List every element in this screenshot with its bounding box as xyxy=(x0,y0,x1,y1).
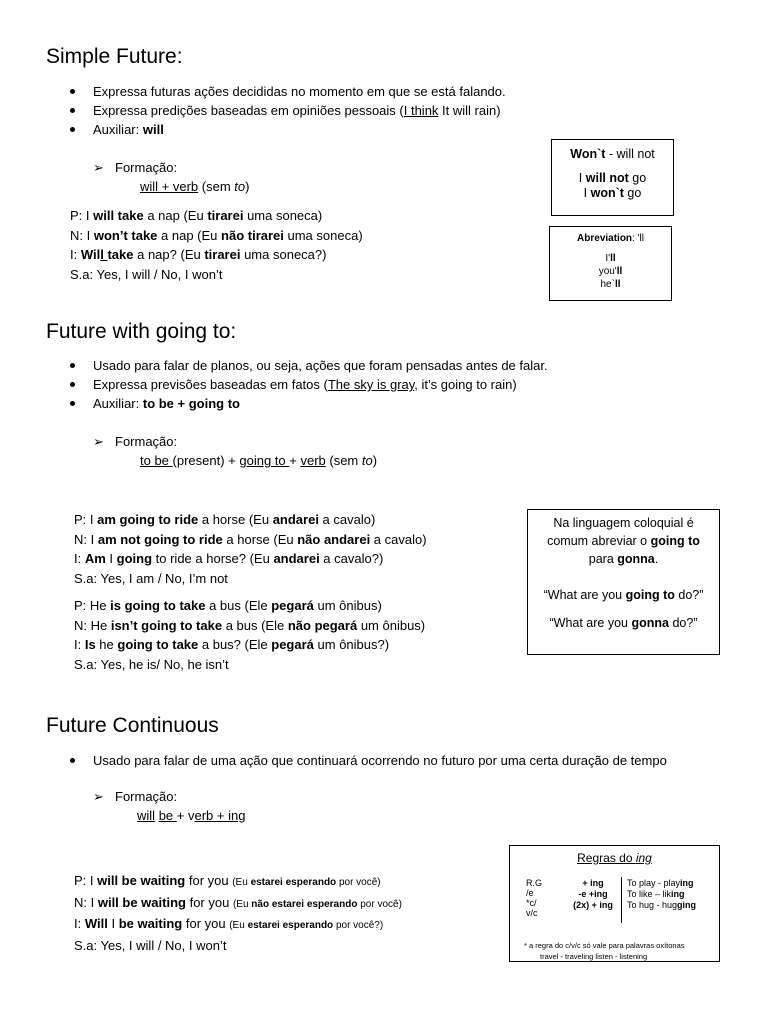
formation-label: ➢ Formação: xyxy=(93,160,178,175)
simple-future-examples xyxy=(70,206,363,284)
example-interrogative: I: Will take a nap? (Eu tirarei uma soneca?) xyxy=(70,247,327,262)
abbreviation-box: Abreviation: 'll I'll you'll he`ll xyxy=(549,226,672,301)
example-positive: P: I will take a nap (Eu tirarei uma soneca) xyxy=(70,208,323,223)
colloquial-box: Na linguagem coloquial é comum abreviar o going to para gonna. “What are you going to do?” “What are you gonna do?” xyxy=(527,509,720,655)
simple-future-bullets xyxy=(70,82,506,139)
example-positive: P: He is going to take a bus (Ele pegará um ônibus) xyxy=(74,598,382,613)
list-item: Expressa previsões baseadas em fatos (The sky is gray, it’s going to rain) xyxy=(70,375,548,394)
example-short-answer: S.a: Yes, he is/ No, he isn’t xyxy=(74,656,229,672)
example-interrogative: I: Will I be waiting for you (Eu estarei esperando por você?) xyxy=(74,916,384,931)
list-item: Expressa predições baseadas em opiniões pessoais (I think It will rain) xyxy=(70,101,506,120)
example-negative: N: He isn’t going to take a bus (Ele não pegará um ônibus) xyxy=(74,617,426,633)
ing-rules: + ing -e +ing (2x) + ing xyxy=(573,878,613,910)
example-negative: N: I am not going to ride a horse (Eu não andarei a cavalo) xyxy=(74,531,427,547)
formation-rule: will be + verb + ing xyxy=(137,808,246,823)
ing-rule-labels: R.G /e *c/ v/c xyxy=(526,878,543,918)
example-short-answer: S.a: Yes, I will / No, I won’t xyxy=(74,937,227,953)
list-item: Auxiliar: to be + going to xyxy=(70,394,548,413)
going-to-bullets xyxy=(70,356,548,413)
list-item: Usado para falar de uma ação que continuará ocorrendo no futuro por uma certa duração de tempo xyxy=(70,751,667,770)
example-positive: P: I will be waiting for you (Eu estarei esperando por você) xyxy=(74,873,381,888)
ing-note: * a regra do c/v/c só vale para palavras oxítonas xyxy=(524,941,685,950)
going-to-examples-1 xyxy=(74,510,427,588)
continuous-examples xyxy=(74,871,402,955)
example-interrogative: I: Is he going to take a bus? (Ele pegará um ônibus?) xyxy=(74,637,390,652)
ing-examples: To play - playing To like – liking To hug - hugging xyxy=(627,878,697,910)
section-title-future-continuous: Future Continuous xyxy=(46,714,219,737)
continuous-bullets xyxy=(70,751,667,770)
example-short-answer: S.a: Yes, I will / No, I won’t xyxy=(70,266,223,282)
ing-rules-box xyxy=(509,845,720,962)
list-item: Expressa futuras ações decididas no momento em que se está falando. xyxy=(70,82,506,101)
formation-rule: to be (present) + going to + verb (sem to) xyxy=(140,453,378,468)
section-title-going-to: Future with going to: xyxy=(46,320,237,343)
table-divider xyxy=(621,877,622,923)
list-item: Usado para falar de planos, ou seja, ações que foram pensadas antes de falar. xyxy=(70,356,548,375)
example-negative: N: I won’t take a nap (Eu não tirarei uma soneca) xyxy=(70,227,363,243)
formation-rule: will + verb (sem to) xyxy=(140,179,250,194)
example-negative: N: I will be waiting for you (Eu não estarei esperando por você) xyxy=(74,894,402,910)
ing-cut-line: travel - traveling listen - listening xyxy=(540,952,648,961)
formation-label: ➢ Formação: xyxy=(93,789,178,804)
wont-box: Won`t - will not I will not go I won`t go xyxy=(551,139,674,216)
example-short-answer: S.a: Yes, I am / No, I’m not xyxy=(74,570,228,586)
ing-rules-title: Regras do ing xyxy=(577,851,652,865)
arrow-icon: ➢ xyxy=(93,789,104,804)
example-interrogative: I: Am I going to ride a horse? (Eu andarei a cavalo?) xyxy=(74,551,384,566)
arrow-icon: ➢ xyxy=(93,434,104,449)
example-positive: P: I am going to ride a horse (Eu andarei a cavalo) xyxy=(74,512,376,527)
formation-label: ➢ Formação: xyxy=(93,434,178,449)
section-title-simple-future: Simple Future: xyxy=(46,45,183,68)
going-to-examples-2 xyxy=(74,596,425,674)
list-item: Auxiliar: will xyxy=(70,120,506,139)
arrow-icon: ➢ xyxy=(93,160,104,175)
